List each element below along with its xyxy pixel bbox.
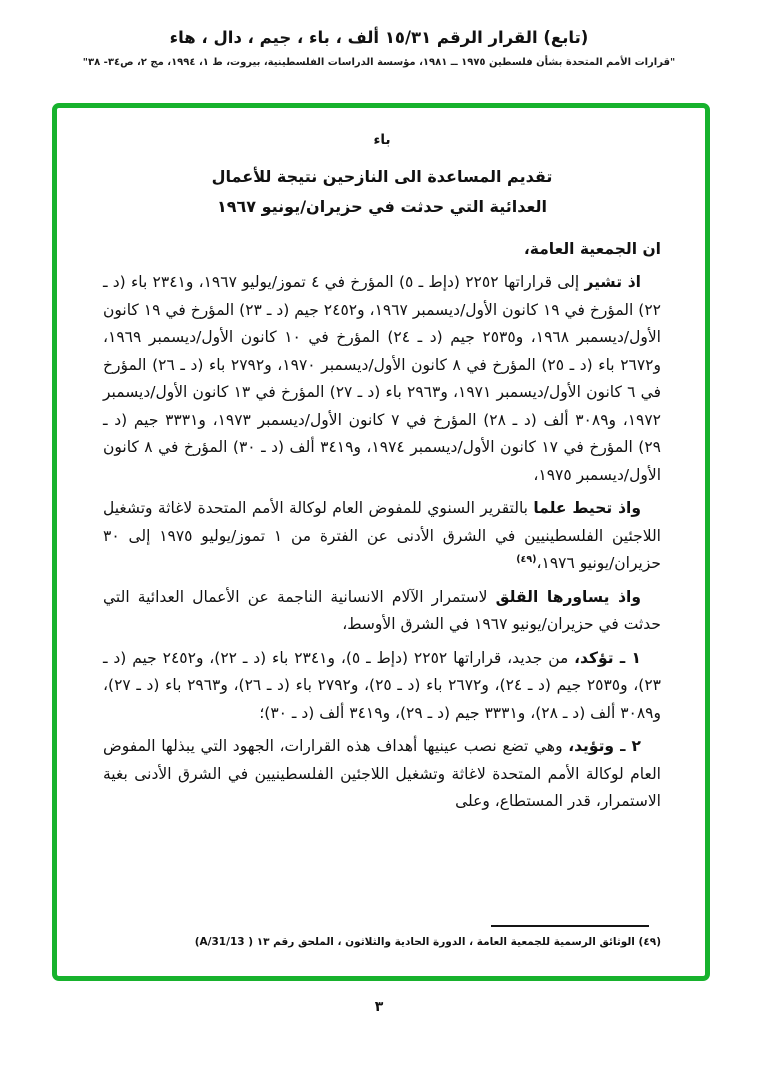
resolution-body xyxy=(57,108,705,816)
section-letter: باء xyxy=(373,132,391,148)
page-number: ٣ xyxy=(374,999,384,1015)
resolution-title-line-1: تقديم المساعدة الى النازحين نتيجة للأعمال xyxy=(211,167,553,186)
paragraph-text: بالتقرير السنوي للمفوض العام لوكالة الأمم المتحدة لاغاثة وتشغيل اللاجئين الفلسطينيين في الشرق الأدنى عن الفترة من ١ تموز/يوليو ١٩٧٥ إلى ٣٠ حزيران/يونيو ١٩٧٦، xyxy=(103,499,661,572)
paragraph-text: وهي تضع نصب عينيها أهداف هذه القرارات، الجهود التي يبذلها المفوض العام لوكالة الأمم المتحدة لاغاثة وتشغيل اللاجئين الفلسطينيين في الشرق الأدنى بغية الاستمرار، قدر المستطاع، وعلى xyxy=(103,737,661,810)
paragraph-text: من جديد، قراراتها ٢٢٥٢ (دإط ـ ٥)، و٢٣٤١ باء (د ـ ٢٢)، و٢٤٥٢ جيم (د ـ ٢٣)، و٢٥٣٥ جيم (د ـ ٢٤)، و٢٦٧٢ باء (د ـ ٢٥)، و٢٧٩٢ باء (د ـ ٢٦)، و٢٩٦٣ باء (د ـ ٢٧)، و٣٠٨٩ ألف (د ـ ٢٨)، و٣٣٣١ جيم (د ـ ٢٩)، و٣٤١٩ ألف (د ـ ٣٠)؛ xyxy=(103,648,661,722)
opening-phrase: ان الجمعية العامة، xyxy=(523,240,661,258)
source-citation-line: "قرارات الأمم المتحدة بشأن فلسطين ١٩٧٥ ــ ١٩٨١، مؤسسة الدراسات الفلسطينية، بيروت، ط ١، ١٩٩٤، مج ٢، ص٣٤- ٣٨" xyxy=(82,57,676,68)
paragraph-text: إلى قراراتها ٢٢٥٢ (دإط ـ ٥) المؤرخ في ٤ تموز/يوليو ١٩٦٧، و٢٣٤١ باء (د ـ ٢٢) المؤرخ في ١٩ كانون الأول/ديسمبر ١٩٦٧، و٢٤٥٢ جيم (د ـ ٢٣) المؤرخ في ١٩ كانون الأول/ديسمبر ١٩٦٨، و٢٥٣٥ جيم (د ـ ٢٤) المؤرخ في ١٠ كانون الأول/ديسمبر ١٩٦٩، و٢٦٧٢ باء (د ـ ٢٥) المؤرخ في ٨ كانون الأول/ديسمبر ١٩٧٠، و٢٧٩٢ باء (د ـ ٢٦) المؤرخ في ٦ كانون الأول/ديسمبر ١٩٧١، و٢٩٦٣ باء (د ـ ٢٧) المؤرخ في ١٣ كانون الأول/ديسمبر ١٩٧٢، و٣٠٨٩ ألف (د ـ ٢٨) المؤرخ في ٧ كانون الأول/ديسمبر ١٩٧٣، و٣٣٣١ جيم (د ـ ٢٩) المؤرخ في ١٧ كانون الأول/ديسمبر ١٩٧٤، و٣٤١٩ ألف (د ـ ٣٠) المؤرخ في ٨ كانون الأول/ديسمبر ١٩٧٥، xyxy=(103,273,662,484)
resolution-title xyxy=(103,162,661,222)
paragraph-item-1 xyxy=(103,645,661,728)
paragraph-text: لاستمرار الآلام الانسانية الناجمة عن الأعمال العدائية التي حدثت في حزيران/يونيو ١٩٦٧ في الشرق الأوسط، xyxy=(103,587,661,633)
item-number: ١ ـ xyxy=(613,648,641,667)
paragraph-lead: واذ تحيط علما xyxy=(533,499,641,517)
paragraph-lead: اذ تشير xyxy=(584,273,641,291)
resolution-title-line-2: العدائية التي حدثت في حزيران/يونيو ١٩٦٧ xyxy=(216,197,548,216)
paragraph-lead: وتؤيد، xyxy=(568,737,615,755)
paragraph-item-2 xyxy=(103,733,661,816)
footnote-area xyxy=(101,925,661,950)
item-number: ٢ ـ xyxy=(614,737,641,755)
paragraph-noting xyxy=(103,495,661,578)
footnote-divider xyxy=(491,925,649,927)
footnote-text: (٤٩) الوثائق الرسمية للجمعية العامة ، الدورة الحادية والثلاثون ، الملحق رقم ١٣ ( A/31/13) xyxy=(194,936,661,948)
footnote-reference-49: (٤٩) xyxy=(516,553,537,565)
paragraph-lead: واذ يساورها القلق xyxy=(495,587,641,606)
resolution-header-title: (تابع) القرار الرقم ١٥/٣١ ألف ، باء ، جيم ، دال ، هاء xyxy=(169,28,589,47)
green-border-frame xyxy=(52,103,710,981)
paragraph-lead: تؤكد، xyxy=(574,648,614,667)
paragraph-recalling xyxy=(103,269,661,489)
page-header xyxy=(0,28,758,68)
paragraph-concerned xyxy=(103,584,661,639)
